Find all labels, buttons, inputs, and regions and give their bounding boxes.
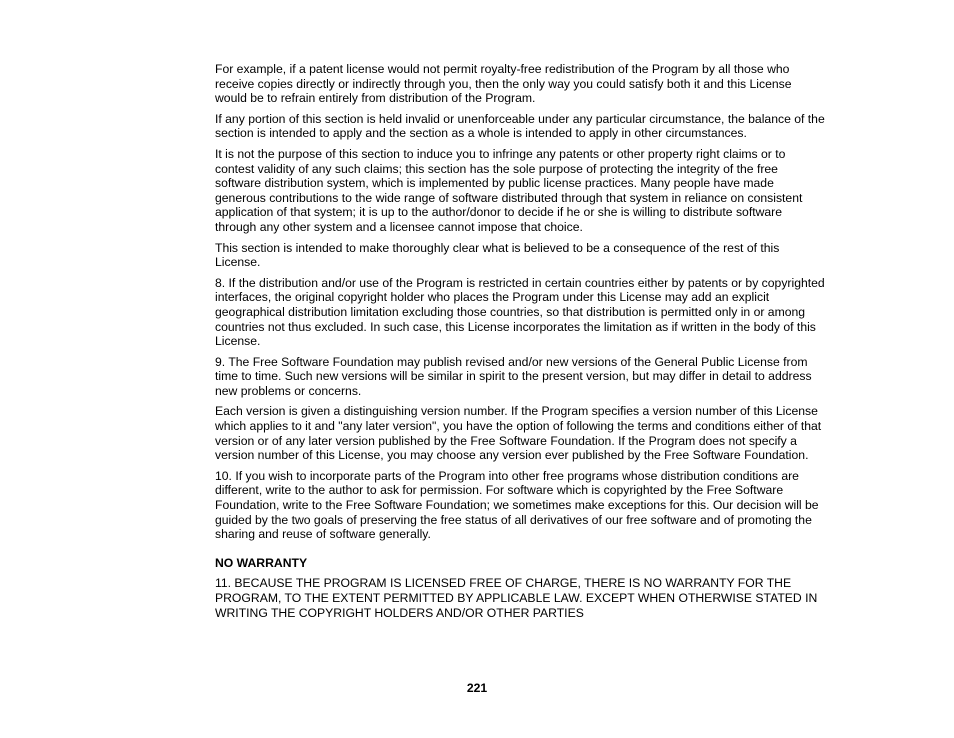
paragraph-section-8: 8. If the distribution and/or use of the Program is restricted in certain countries either by patents or by copyrighted interfaces, the original copyright holder who places the Program under this License may add an explicit geographical distribution limitation excluding those countries, so that distribution is permitted only in or among countries not thus excluded. In such case, this License incorporates the limitation as if written in the body of this License.	[215, 275, 825, 349]
paragraph-section-purpose: It is not the purpose of this section to induce you to infringe any patents or other property right claims or to contest validity of any such claims; this section has the sole purpose of protecting the integrity of the free software distribution system, which is implemented by public license practices. Many people have made generous contributions to the wide range of software distributed through that system in reliance on consistent application of that system; it is up to the author/donor to decide if he or she is willing to distribute software through any other system and a licensee cannot impose that choice.	[215, 146, 803, 234]
page-content	[215, 62, 825, 626]
section-heading-no-warranty: NO WARRANTY	[215, 555, 308, 570]
paragraph-patent-example: For example, if a patent license would not permit royalty-free redistribution of the Program by all those who receive copies directly or indirectly through you, then the only way you could satisfy both it and this License would be to refrain entirely from distribution of the Program.	[215, 62, 792, 106]
paragraph-section-9: 9. The Free Software Foundation may publish revised and/or new versions of the General Public License from time to time. Such new versions will be similar in spirit to the present version, but may differ in detail to address new problems or concerns.	[215, 354, 812, 398]
paragraph-section-11: 11. BECAUSE THE PROGRAM IS LICENSED FREE OF CHARGE, THERE IS NO WARRANTY FOR THE PROGRAM, TO THE EXTENT PERMITTED BY APPLICABLE LAW. EXCEPT WHEN OTHERWISE STATED IN WRITING THE COPYRIGHT HOLDERS AND/OR OTHER PARTIES	[215, 576, 818, 620]
paragraph-invalid-portion: If any portion of this section is held invalid or unenforceable under any particular circumstance, the balance of the section is intended to apply and the section as a whole is intended to apply in other circumstances.	[215, 111, 825, 141]
paragraph-version-number: Each version is given a distinguishing version number. If the Program specifies a version number of this License which applies to it and "any later version", you have the option of following the terms and conditions either of that version or of any later version published by the Free Software Foundation. If the Program does not specify a version number of this License, you may choose any version ever published by the Free Software Foundation.	[215, 404, 822, 463]
paragraph-section-consequence: This section is intended to make thoroughly clear what is believed to be a consequence of the rest of this License.	[215, 240, 780, 270]
page-number: 221	[466, 681, 488, 695]
paragraph-section-10: 10. If you wish to incorporate parts of the Program into other free programs whose distribution conditions are different, write to the author to ask for permission. For software which is copyrighted by the Free Software Foundation, write to the Free Software Foundation; we sometimes make exceptions for this. Our decision will be guided by the two goals of preserving the free status of all derivatives of our free software and of promoting the sharing and reuse of software generally.	[215, 468, 819, 542]
